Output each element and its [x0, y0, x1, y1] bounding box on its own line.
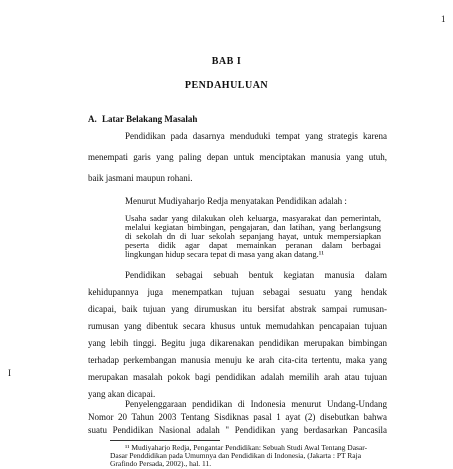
para3-line-2: kehidupannya juga menempatkan tujuan sebagai sesuatu yang hendak — [88, 287, 387, 297]
para4-line-2: Nomor 20 Tahun 2003 Tentang Sisdiknas pasal 1 ayat (2) disebutkan bahwa — [88, 412, 387, 422]
quote-line-2: melalui kegiatan bimbingan, pengajaran, dan latihan, yang berlangsung — [125, 222, 381, 232]
page-number: 1 — [441, 14, 446, 24]
footnote-rule — [110, 440, 220, 441]
chapter-heading: BAB I — [211, 56, 242, 67]
quote-line-1: Usaha sadar yang dilakukan oleh keluarga, masyarakat dan pemerintah, — [125, 213, 381, 223]
section-label: A. — [88, 114, 97, 124]
para2-intro: Menurut Mudiyaharjo Redja menyatakan Pendidikan adalah : — [125, 196, 347, 206]
quote-line-5: lingkungan hidup secara tepat di masa yang akan datang.¹¹ — [125, 249, 324, 259]
para3-line-7: merupakan masalah pokok bagi pendidikan adalah memilih arah atau tujuan — [88, 372, 387, 382]
para3-line-1: Pendidikan sebagai sebuah bentuk kegiatan manusia dalam — [125, 270, 387, 280]
quote-line-4: peserta didik agar dapat memainkan peranan dalam berbagai — [125, 240, 381, 250]
footnote-line-3: Grafindo Persada, 2002)., hal. 11. — [110, 459, 212, 468]
para1-line-3: baik jasmani maupun rohani. — [88, 173, 193, 183]
para3-line-8: yang akan dicapai. — [88, 389, 156, 399]
footnote-line-1: ¹¹ Mudiyaharjo Redja, Pengantar Pendidikan: Sebuah Studi Awal Tentang Dasar- — [125, 443, 368, 452]
margin-mark: I — [8, 368, 11, 378]
para1-line-2: menempati garis yang paling depan untuk menciptakan manusia yang utuh, — [88, 152, 387, 162]
para3-line-5: yang lebih tinggi. Begitu juga dikarenakan pendidikan merupakan bimbingan — [88, 338, 387, 348]
footnote-line-2: Dasar Penddidikan pada Umumnya dan Pendidikan di Indonesia, (Jakarta : PT Raja — [110, 451, 362, 460]
para3-line-4: rumusan yang dibentuk secara khusus untuk memudahkan pencapaian tujuan — [88, 321, 387, 331]
para3-line-6: terhadap perkembangan manusia menuju ke arah cita-cita tertentu, maka yang — [88, 355, 387, 365]
para3-line-3: dicapai, baik tujuan yang dirumuskan itu bersifat abstrak sampai rumusan- — [88, 304, 387, 314]
section-title: Latar Belakang Masalah — [102, 114, 198, 124]
chapter-title: PENDAHULUAN — [184, 80, 269, 91]
para1-line-1: Pendidikan pada dasarnya menduduki tempat yang strategis karena — [125, 131, 387, 141]
section-heading — [88, 114, 197, 124]
quote-line-3: di sekolah dn di luar sekolah sepanjang hayat, untuk mempersiapkan — [125, 231, 381, 241]
para4-line-3: suatu Pendidikan Nasional adalah " Pendidikan yang berdasarkan Pancasila — [88, 425, 387, 435]
para4-line-1: Penyelenggaraan pendidikan di Indonesia menurut Undang-Undang — [125, 399, 387, 409]
